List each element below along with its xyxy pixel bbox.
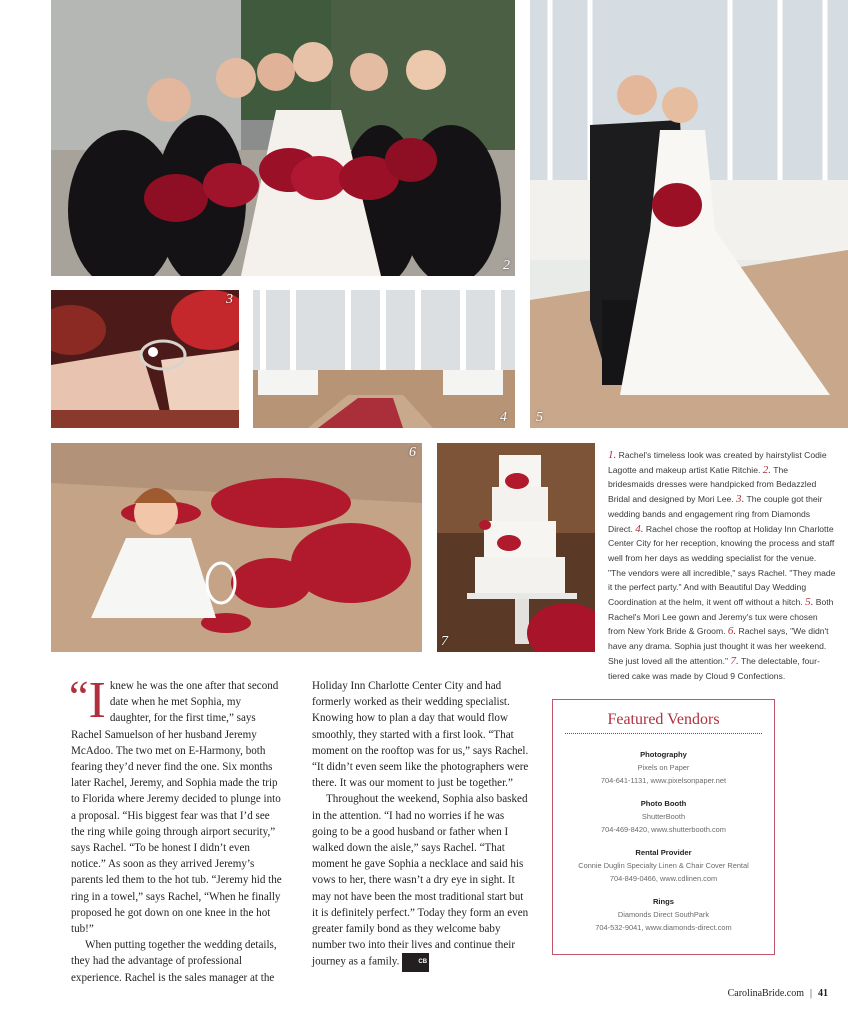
article-paragraph: Holiday Inn Charlotte Center City and had formerly worked as their wedding specialist. Knowing how to plan a day that would flow smoothly, they started with a first look. “That moment on the rooftop was for us,” says Rachel. “It didn’t even seem like the photographers were there. It was our moment to just be together.” [312, 680, 529, 790]
vendor-contact: 704-641-1131, www.pixelsonpaper.net [600, 776, 727, 785]
photo-number: 7 [441, 634, 448, 649]
vendor-category: Rental Provider [635, 848, 692, 857]
vendor-category: Photography [640, 750, 687, 759]
page-footer [728, 988, 828, 999]
caption-text: The delectable, four-tiered cake was made by Cloud 9 Confections. [608, 655, 820, 681]
vendor-entry [553, 797, 774, 836]
photo-number: 4 [500, 410, 507, 425]
caption-number: 6. [727, 625, 737, 638]
footer-separator: | [809, 988, 812, 999]
featured-vendors-box [552, 699, 775, 955]
article-paragraph: When putting together the wedding details, they had the advantage of professional experience. Rachel is the sales manager at the [71, 939, 277, 984]
caption-number: 5. [805, 596, 814, 609]
end-mark-icon: CB [402, 953, 429, 971]
vendor-entry [553, 895, 774, 934]
article-column-1 [69, 672, 283, 986]
caption-number: 3. [736, 493, 745, 506]
photo-ceremony-aisle [253, 290, 515, 428]
article-text: Throughout the weekend, Sophia also basked in the attention. “I had no worries if he was going to be a good husband or father when I walked down the aisle,” says Rachel. “That moment he gave Sophia a necklace and said his vows to her, there wasn’t a dry eye in sight. It may not have been the most traditional start but it is definitely perfect.” Today they form an even greater family bond as they welcome baby number two into their lives and continue their journey as a family. [312, 793, 529, 969]
caption-text: Rachel says, "We didn't have any drama. Sophia just thought it was her weekend. She just loved all the attention." [608, 626, 829, 666]
page-number: 41 [818, 988, 828, 999]
photo-cake [437, 443, 595, 652]
caption-number: 1. [608, 449, 617, 461]
photo-couple [530, 0, 848, 428]
drop-cap: I [88, 672, 106, 729]
vendor-name: Diamonds Direct SouthPark [617, 910, 710, 919]
photo-number: 3 [226, 292, 233, 307]
photo-number: 5 [536, 410, 543, 425]
vendor-category: Photo Booth [640, 799, 687, 808]
vendor-contact: 704-849-0466, www.cdlinen.com [609, 874, 718, 883]
vendor-name: Connie Duglin Specialty Linen & Chair Cover Rental [578, 861, 749, 870]
dotted-divider [565, 733, 762, 734]
article-paragraph: knew he was the one after that second date when he met Sophia, my daughter, for the first time,” says Rachel Samuelson of her husband Jeremy McAdoo. The two met on E-Harmony, both fearing they’d never find the one. Six months later Rachel, Jeremy, and Sophia made the trip to Florida where Jeremy decided to plunge into a proposal. “His biggest fear was that I’d see the ring while going through airport security,” says Rachel. “To be honest I didn’t even notice.” As soon as they arrived Jeremy’s parents led them to the hot tub. “Jeremy hid the ring in a towel,” says Rachel, “When he finally proposed he got down on one knee in the hot tub!” [71, 680, 282, 936]
vendor-name: ShutterBooth [641, 812, 686, 821]
vendor-entry [553, 846, 774, 885]
caption-number: 2. [762, 463, 772, 476]
photo-bridal-party [51, 0, 515, 276]
article-column-2 [312, 678, 530, 972]
caption-text: The bridesmaids dresses were handpicked from Bedazzled Bridal and designed by Mori Lee. [608, 464, 817, 505]
site-name: CarolinaBride.com [727, 988, 804, 999]
vendor-contact: 704-532-9041, www.diamonds-direct.com [595, 923, 732, 932]
article-paragraph [312, 791, 530, 971]
caption-text: Rachel chose the rooftop at Holiday Inn Charlotte Center City for her reception, knowing the process and staff well from her days as wedding specialist for the venue. "The vendors were all incredible," says Rachel. "They made it the perfect party." And with Beautiful Day Wedding Coordination at the helm, it went off without a hitch. [608, 523, 836, 608]
vendor-category: Rings [652, 897, 675, 906]
photo-rings-cookies [51, 290, 239, 428]
caption-text: Both Rachel's Mori Lee gown and Jeremy's tux were chosen from New York Bride & Groom. [608, 597, 834, 637]
caption-text: Rachel's timeless look was created by hairstylist Codie Lagotte and makeup artist Katie Ritchie. [608, 450, 827, 475]
vendor-contact: 704-469-8420, www.shutterbooth.com [601, 825, 726, 834]
photo-number: 2 [503, 258, 510, 273]
caption-number: 7. [730, 654, 739, 667]
photo-number: 6 [409, 445, 416, 460]
photo-captions [608, 448, 836, 683]
vendor-entry [553, 748, 774, 787]
caption-text: The couple got their wedding bands and engagement ring from Diamonds Direct. [608, 494, 823, 534]
caption-number: 4. [635, 522, 644, 535]
photo-flower-girl [51, 443, 422, 652]
drop-quote-mark: “ [69, 672, 89, 721]
vendor-name: Pixels on Paper [637, 763, 690, 772]
vendors-title: Featured Vendors [607, 711, 720, 728]
